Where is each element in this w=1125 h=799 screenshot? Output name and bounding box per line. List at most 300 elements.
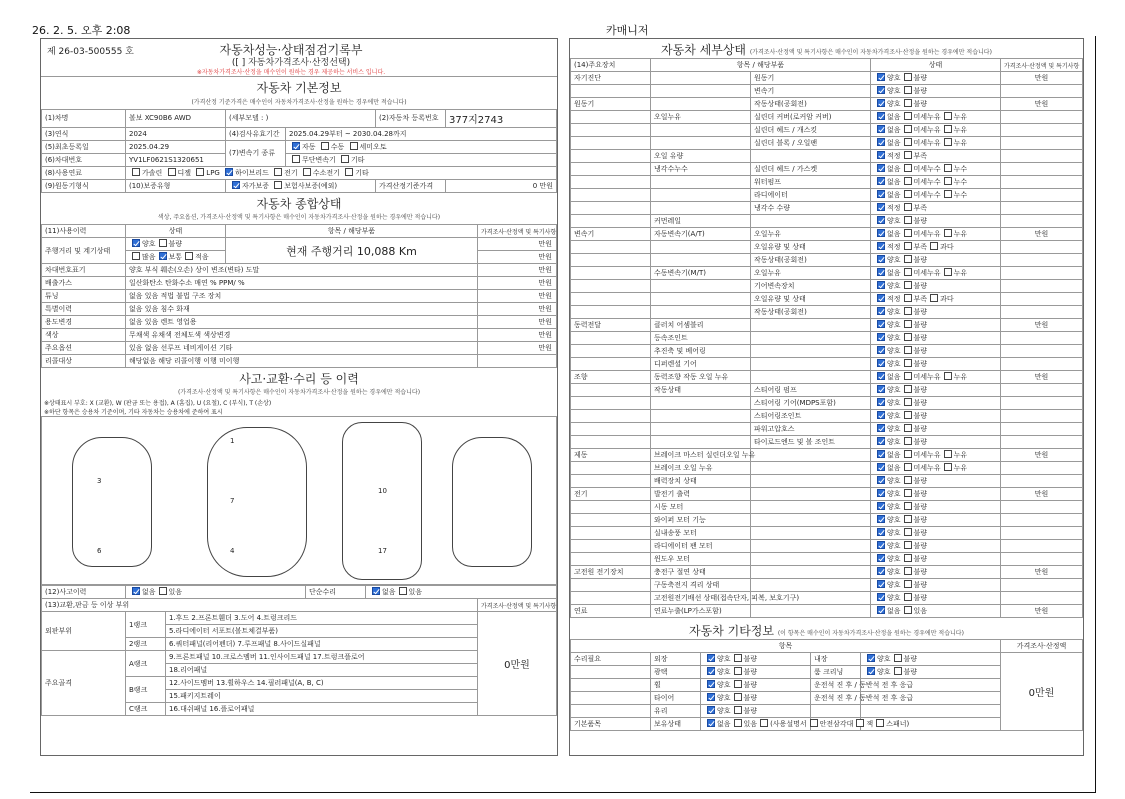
checkbox-manual[interactable] (321, 142, 329, 150)
status-checkbox[interactable] (904, 580, 912, 588)
status-checkbox[interactable] (877, 268, 885, 276)
status-checkbox[interactable] (877, 307, 885, 315)
print-datetime: 26. 2. 5. 오후 2:08 (32, 24, 131, 37)
checkbox-no-repair[interactable] (372, 587, 380, 595)
status-option-label: 불량 (903, 668, 918, 676)
status-checkbox[interactable] (904, 333, 912, 341)
item-group: 실내송풍 모터 (651, 527, 751, 540)
status-checkbox[interactable] (734, 706, 742, 714)
row-label: 배출가스 (42, 277, 126, 290)
status-checkbox[interactable] (810, 719, 818, 727)
status-checkbox[interactable] (904, 268, 912, 276)
row-price: 만원 (1001, 605, 1083, 618)
status-checkbox[interactable] (944, 450, 952, 458)
reg-label: (2)자동차 등록번호 (376, 109, 446, 127)
detail-row (571, 176, 1083, 189)
item-part (751, 475, 871, 488)
item-part (751, 605, 871, 618)
row-price: 만원 (478, 290, 557, 303)
status-checkbox[interactable] (944, 112, 952, 120)
row-price (1001, 267, 1083, 280)
row-price (1001, 540, 1083, 553)
status-options (861, 653, 1001, 666)
status-option-label: 미세누유 (913, 126, 941, 134)
checkbox-gasoline[interactable] (132, 168, 140, 176)
status-checkbox[interactable] (904, 385, 912, 393)
row-price (1001, 306, 1083, 319)
checkbox-no-accident[interactable] (132, 587, 140, 595)
status-option-label: 누수 (953, 165, 968, 173)
status-checkbox[interactable] (707, 719, 715, 727)
item-group (651, 423, 751, 436)
status-checkbox[interactable] (877, 242, 885, 250)
status-options (871, 163, 1001, 176)
status-checkbox[interactable] (944, 372, 952, 380)
device-label: 제동 (571, 449, 651, 462)
row-label: 주요옵션 (42, 342, 126, 355)
checkbox-many[interactable] (132, 252, 140, 260)
status-checkbox[interactable] (707, 654, 715, 662)
item-group: 디퍼렌셜 기어 (651, 358, 751, 371)
status-option-label: 양호 (887, 568, 901, 576)
doc-number: 제 26-03-500555 호 (47, 47, 134, 57)
device-label (571, 384, 651, 397)
other-item: 휠 (651, 679, 701, 692)
status-checkbox[interactable] (877, 112, 885, 120)
item-group: 와이퍼 모터 기능 (651, 514, 751, 527)
status-checkbox[interactable] (904, 489, 912, 497)
detail-body (571, 72, 1083, 618)
status-checkbox[interactable] (904, 606, 912, 614)
status-checkbox[interactable] (904, 99, 912, 107)
checkbox-self-warranty[interactable] (232, 181, 240, 189)
status-checkbox[interactable] (904, 411, 912, 419)
status-option-label: 부족 (913, 243, 928, 251)
rank2: 2랭크 (126, 638, 166, 651)
status-checkbox[interactable] (904, 593, 912, 601)
detail-row (571, 475, 1083, 488)
status-option-label: 있음 (743, 720, 758, 728)
status-option-label: 누유 (953, 230, 968, 238)
status-option-label: 미세누유 (913, 139, 941, 147)
checkbox-diesel[interactable] (168, 168, 176, 176)
status-checkbox[interactable] (877, 320, 885, 328)
status-checkbox[interactable] (877, 164, 885, 172)
checkbox-electric[interactable] (274, 168, 282, 176)
status-checkbox[interactable] (904, 359, 912, 367)
status-checkbox[interactable] (904, 177, 912, 185)
status-option-label: 적정 (887, 152, 901, 160)
doc-subtitle: ([ ] 자동차가격조사·산정선택) (231, 58, 351, 68)
item-group: 커먼레일 (651, 215, 751, 228)
device-label (571, 553, 651, 566)
status-checkbox[interactable] (877, 138, 885, 146)
status-checkbox[interactable] (877, 346, 885, 354)
checkbox-repair[interactable] (399, 587, 407, 595)
status-options (701, 692, 811, 705)
detail-row (571, 553, 1083, 566)
status-checkbox[interactable] (944, 125, 952, 133)
status-checkbox[interactable] (904, 307, 912, 315)
status-option-label: 미세누유 (913, 113, 941, 121)
status-option-label: 불량 (913, 412, 928, 420)
status-checkbox[interactable] (877, 385, 885, 393)
item-group (651, 98, 751, 111)
status-options (871, 475, 1001, 488)
status-option-label: 누유 (953, 269, 968, 277)
status-checkbox[interactable] (944, 268, 952, 276)
row-price (1001, 410, 1083, 423)
status-option-label: 양호 (877, 668, 891, 676)
checkbox-normal[interactable] (159, 252, 167, 260)
status-checkbox[interactable] (877, 567, 885, 575)
status-checkbox[interactable] (877, 593, 885, 601)
item-part: 실린더 헤드 / 개스킷 (751, 124, 871, 137)
checkbox-lpg[interactable] (196, 168, 204, 176)
status-checkbox[interactable] (707, 693, 715, 701)
status-checkbox[interactable] (904, 398, 912, 406)
status-checkbox[interactable] (904, 450, 912, 458)
checkbox-accident[interactable] (159, 587, 167, 595)
status-checkbox[interactable] (904, 281, 912, 289)
status-checkbox[interactable] (867, 654, 875, 662)
detail-row (571, 332, 1083, 345)
status-checkbox[interactable] (904, 372, 912, 380)
status-option-label: 없음 (887, 269, 901, 277)
status-option-label: 양호 (887, 87, 901, 95)
item-group: 작동상태 (651, 384, 751, 397)
other-heading: 자동차 기타정보 (689, 624, 774, 638)
status-checkbox[interactable] (877, 229, 885, 237)
status-checkbox[interactable] (877, 463, 885, 471)
status-checkbox[interactable] (877, 489, 885, 497)
status-checkbox[interactable] (877, 333, 885, 341)
status-checkbox[interactable] (904, 242, 912, 250)
status-option-label: 누유 (953, 464, 968, 472)
status-checkbox[interactable] (877, 151, 885, 159)
detail-row (571, 592, 1083, 605)
status-checkbox[interactable] (904, 463, 912, 471)
accident-note: (가격조사·산정액 및 특기사항은 매수인이 자동차가격조사·산정을 원하는 경우에만 적습니다) (177, 389, 421, 396)
detail-row (571, 605, 1083, 618)
detail-row (571, 163, 1083, 176)
parts-price: 0만원 (478, 612, 557, 716)
status-checkbox[interactable] (904, 190, 912, 198)
other-label (571, 705, 651, 718)
col-state: 상태 (871, 59, 1001, 72)
item-group: 수동변속기(M/T) (651, 267, 751, 280)
detail-row (571, 514, 1083, 527)
other-status-2 (861, 705, 1001, 718)
status-option-label: 불량 (913, 425, 928, 433)
detail-row (571, 371, 1083, 384)
status-checkbox[interactable] (877, 86, 885, 94)
status-checkbox[interactable] (904, 476, 912, 484)
status-option-label: 불량 (903, 655, 918, 663)
status-checkbox[interactable] (867, 667, 875, 675)
status-checkbox[interactable] (877, 125, 885, 133)
status-option-label: 양호 (887, 438, 901, 446)
status-option-label: 없음 (717, 720, 731, 728)
status-checkbox[interactable] (930, 242, 938, 250)
checkbox-cvt[interactable] (292, 155, 300, 163)
other-label (571, 692, 651, 705)
status-options (701, 653, 811, 666)
status-checkbox[interactable] (707, 680, 715, 688)
outer-label: 외판부위 (42, 612, 126, 651)
item-part: 라디에이터 (751, 189, 871, 202)
status-checkbox[interactable] (904, 554, 912, 562)
detail-row (571, 579, 1083, 592)
status-checkbox[interactable] (877, 528, 885, 536)
status-checkbox[interactable] (904, 528, 912, 536)
status-option-label: 불량 (913, 529, 928, 537)
status-checkbox[interactable] (944, 463, 952, 471)
status-checkbox[interactable] (904, 541, 912, 549)
col-items: 항목 / 해당부품 (651, 59, 871, 72)
other-row (571, 653, 1083, 666)
fuel-label: (8)사용연료 (42, 166, 126, 179)
status-checkbox[interactable] (876, 719, 884, 727)
fuel-options: 가솔린 디젤 LPG 하이브리드 전기 수소전기 기타 (126, 166, 557, 179)
status-checkbox[interactable] (877, 476, 885, 484)
status-checkbox[interactable] (904, 294, 912, 302)
row-price (478, 355, 557, 368)
status-checkbox[interactable] (877, 281, 885, 289)
checkbox-few[interactable] (185, 252, 193, 260)
other-table (570, 620, 1083, 731)
status-checkbox[interactable] (707, 706, 715, 714)
status-checkbox[interactable] (877, 359, 885, 367)
status-checkbox[interactable] (877, 398, 885, 406)
status-options (871, 488, 1001, 501)
status-checkbox[interactable] (877, 424, 885, 432)
status-option-label: 없음 (887, 191, 901, 199)
status-checkbox[interactable] (734, 719, 742, 727)
other-item: 유리 (651, 705, 701, 718)
other-heading-row (571, 620, 1083, 640)
row-price (1001, 254, 1083, 267)
detail-row (571, 254, 1083, 267)
status-checkbox[interactable] (856, 719, 864, 727)
status-checkbox[interactable] (877, 216, 885, 224)
device-label: 고전원 전기장치 (571, 566, 651, 579)
status-checkbox[interactable] (894, 667, 902, 675)
status-checkbox[interactable] (760, 719, 768, 727)
row-price (1001, 358, 1083, 371)
status-option-label: 양호 (887, 503, 901, 511)
detail-row (571, 345, 1083, 358)
status-option-label: 양호 (887, 321, 901, 329)
row-price (1001, 423, 1083, 436)
status-options (701, 705, 811, 718)
checkbox-insurance-warranty[interactable] (274, 181, 282, 189)
status-checkbox[interactable] (877, 554, 885, 562)
status-checkbox[interactable] (904, 216, 912, 224)
checkbox-hybrid[interactable] (225, 168, 233, 176)
status-checkbox[interactable] (877, 177, 885, 185)
device-label (571, 410, 651, 423)
status-checkbox[interactable] (904, 125, 912, 133)
status-checkbox[interactable] (877, 73, 885, 81)
item-part: 작동상태(공회전) (751, 98, 871, 111)
status-checkbox[interactable] (877, 372, 885, 380)
item-part: 오일유량 및 상태 (751, 241, 871, 254)
checkbox-semi[interactable] (350, 142, 358, 150)
detail-row (571, 150, 1083, 163)
status-option-label: 양호 (887, 217, 901, 225)
status-checkbox[interactable] (877, 502, 885, 510)
status-option-label: 양호 (887, 399, 901, 407)
status-checkbox[interactable] (904, 73, 912, 81)
status-checkbox[interactable] (944, 190, 952, 198)
status-checkbox[interactable] (877, 411, 885, 419)
status-checkbox[interactable] (877, 294, 885, 302)
mileage-text: 현재 주행거리 10,088 Km (226, 238, 478, 264)
row-price (1001, 280, 1083, 293)
status-option-label: 양호 (717, 668, 731, 676)
row-price (1001, 137, 1083, 150)
status-checkbox[interactable] (944, 229, 952, 237)
basic-note: (가격산정 기준가격은 매수인이 자동차가격조사·산정을 원하는 경우에만 적습니다) (191, 98, 407, 106)
part-17: 17 (378, 547, 387, 555)
status-checkbox[interactable] (877, 515, 885, 523)
status-option-label: 불량 (743, 694, 758, 702)
item-part: 오일누유 (751, 267, 871, 280)
status-checkbox[interactable] (904, 229, 912, 237)
item-part: 워터펌프 (751, 176, 871, 189)
status-checkbox[interactable] (877, 190, 885, 198)
row-price: 만원 (478, 342, 557, 355)
status-option-label: 미세누수 (913, 178, 941, 186)
status-option-label: 부족 (913, 204, 928, 212)
status-checkbox[interactable] (904, 112, 912, 120)
status-checkbox[interactable] (877, 541, 885, 549)
status-checkbox[interactable] (734, 654, 742, 662)
status-checkbox[interactable] (904, 567, 912, 575)
device-label (571, 163, 651, 176)
device-label (571, 150, 651, 163)
status-options (871, 124, 1001, 137)
device-label (571, 592, 651, 605)
detail-row (571, 111, 1083, 124)
status-checkbox[interactable] (734, 693, 742, 701)
item-part: 오일누유 (751, 228, 871, 241)
detail-row (571, 540, 1083, 553)
detail-row (571, 72, 1083, 85)
status-checkbox[interactable] (904, 515, 912, 523)
status-checkbox[interactable] (944, 138, 952, 146)
status-options (871, 410, 1001, 423)
status-checkbox[interactable] (877, 450, 885, 458)
status-options (871, 98, 1001, 111)
status-option-label: 부족 (913, 295, 928, 303)
checkbox-good[interactable] (132, 239, 140, 247)
status-checkbox[interactable] (904, 138, 912, 146)
status-checkbox[interactable] (877, 437, 885, 445)
checkbox-bad[interactable] (159, 239, 167, 247)
row-price: 만원 (478, 277, 557, 290)
status-checkbox[interactable] (707, 667, 715, 675)
item-group: 연료누출(LP가스포함) (651, 605, 751, 618)
detail-row (571, 124, 1083, 137)
device-label (571, 462, 651, 475)
status-checkbox[interactable] (904, 424, 912, 432)
status-option-label: 미세누유 (913, 464, 941, 472)
status-option-label: 불량 (743, 707, 758, 715)
status-checkbox[interactable] (930, 294, 938, 302)
status-checkbox[interactable] (877, 255, 885, 263)
notice-red: ※자동차가격조사·산정을 매수인이 원하는 경우 제공하는 서비스 입니다. (196, 69, 386, 76)
status-checkbox[interactable] (904, 203, 912, 211)
status-option-label: 불량 (913, 217, 928, 225)
status-checkbox[interactable] (734, 667, 742, 675)
status-checkbox[interactable] (877, 203, 885, 211)
item-group (651, 124, 751, 137)
vin-label: (6)차대번호 (42, 153, 126, 166)
rank1b-items: 5.라디에이터 서포트(볼트체결부품) (166, 625, 478, 638)
legend-1: ※상태표시 부호: X (교환), W (판금 또는 용접), A (흠집), U (요철), C (부식), T (손상) (44, 400, 272, 407)
row-price (1001, 384, 1083, 397)
other-label (571, 679, 651, 692)
status-checkbox[interactable] (877, 580, 885, 588)
status-checkbox[interactable] (904, 320, 912, 328)
status-option-label: 양호 (887, 594, 901, 602)
status-options (871, 85, 1001, 98)
item-part: 실린더 헤드 / 가스켓 (751, 163, 871, 176)
status-options (871, 553, 1001, 566)
checkbox-hydrogen[interactable] (303, 168, 311, 176)
status-checkbox[interactable] (944, 177, 952, 185)
row-price (1001, 475, 1083, 488)
status-checkbox[interactable] (904, 86, 912, 94)
col-items: 항목 / 해당부품 (226, 225, 478, 238)
model-value: 볼보 XC90B6 AWD (126, 109, 226, 127)
item-group (651, 189, 751, 202)
checkbox-trans-etc[interactable] (341, 155, 349, 163)
status-option-label: 양호 (717, 681, 731, 689)
detail-row (571, 85, 1083, 98)
status-checkbox[interactable] (894, 654, 902, 662)
status-options (871, 280, 1001, 293)
item-group: 구동축전지 격리 상태 (651, 579, 751, 592)
row-price (1001, 345, 1083, 358)
status-checkbox[interactable] (904, 164, 912, 172)
status-option-label: 불량 (913, 503, 928, 511)
item-part: 변속기 (751, 85, 871, 98)
status-checkbox[interactable] (877, 99, 885, 107)
status-checkbox[interactable] (904, 502, 912, 510)
row-price (1001, 527, 1083, 540)
detail-row (571, 241, 1083, 254)
status-checkbox[interactable] (904, 255, 912, 263)
trans-options-2: 무단변속기 기타 (286, 153, 557, 166)
item-group (651, 436, 751, 449)
status-checkbox[interactable] (904, 151, 912, 159)
status-checkbox[interactable] (877, 606, 885, 614)
status-checkbox[interactable] (944, 164, 952, 172)
checkbox-auto[interactable] (292, 142, 300, 150)
row-price (1001, 436, 1083, 449)
checkbox-fuel-etc[interactable] (345, 168, 353, 176)
row-price (1001, 397, 1083, 410)
status-checkbox[interactable] (904, 437, 912, 445)
detail-model: (세부모델 : ) (226, 109, 376, 127)
item-group: 추진축 및 베어링 (651, 345, 751, 358)
status-checkbox[interactable] (734, 680, 742, 688)
status-checkbox[interactable] (904, 346, 912, 354)
item-part: 기어변속장치 (751, 280, 871, 293)
